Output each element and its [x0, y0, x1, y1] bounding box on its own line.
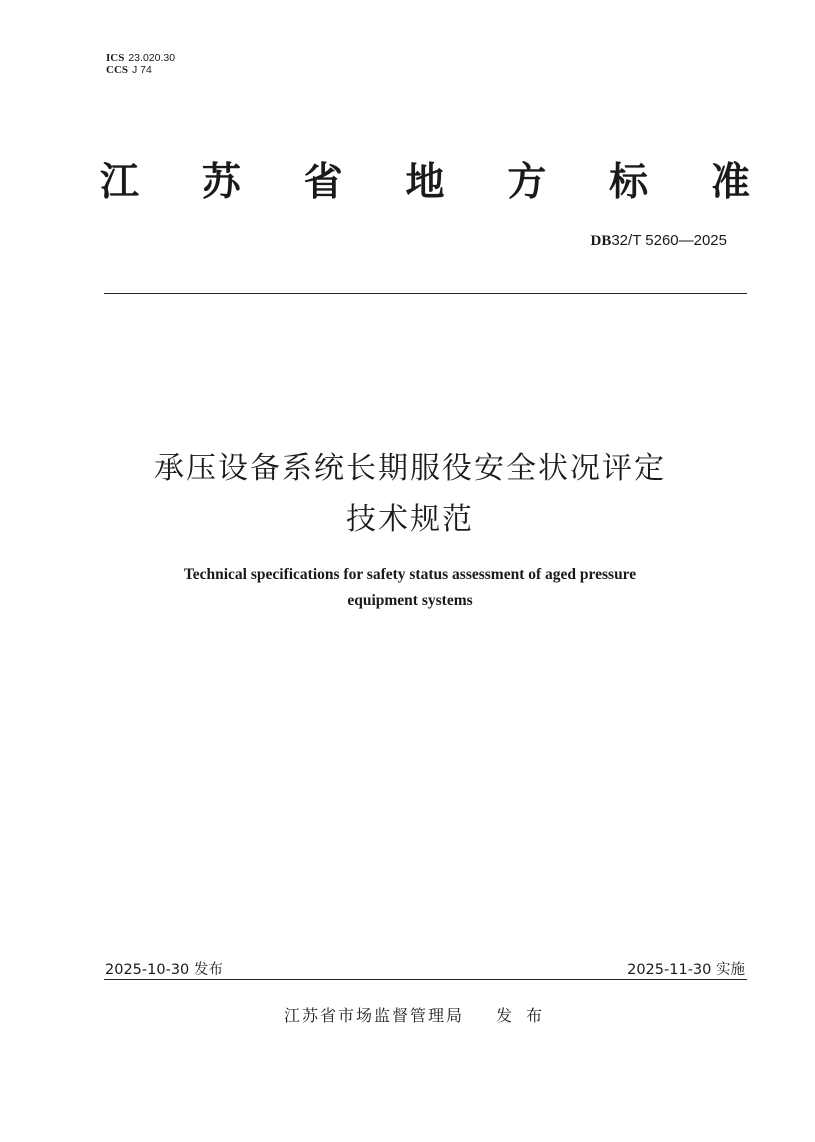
- issue-date: 2025-10-30 发布: [105, 962, 223, 978]
- ics-value: 23.020.30: [128, 52, 176, 64]
- ics-label: ICS: [106, 52, 125, 64]
- ccs-value: J 74: [132, 64, 152, 76]
- standard-number-code: 32/T 5260—2025: [611, 232, 727, 249]
- standard-type-char: 标: [609, 160, 649, 205]
- ics-code: [106, 52, 175, 64]
- standard-type-char: 江: [100, 160, 140, 205]
- bottom-divider: [104, 979, 747, 980]
- standard-type-char: 苏: [201, 160, 241, 205]
- standard-type-char: 方: [507, 160, 547, 205]
- standard-type-char: 地: [405, 160, 445, 205]
- ccs-label: CCS: [106, 64, 129, 76]
- standard-number: [591, 232, 728, 250]
- top-divider: [104, 293, 747, 294]
- standard-type-char: 准: [710, 160, 750, 205]
- classification-codes: [106, 52, 175, 76]
- chinese-title-line-1: 承压设备系统长期服役安全状况评定: [154, 451, 666, 486]
- issuer-name: 江苏省市场监督管理局: [284, 1006, 465, 1025]
- english-title-line-2: equipment systems: [347, 592, 473, 609]
- standard-type-heading: [100, 158, 750, 208]
- issuing-authority: [284, 1003, 556, 1026]
- standard-type-char: 省: [303, 160, 343, 205]
- standard-number-prefix: DB: [590, 233, 612, 249]
- implementation-date: 2025-11-30 实施: [627, 962, 745, 978]
- ccs-code: [106, 64, 175, 76]
- issuer-action: 发布: [496, 1006, 557, 1025]
- english-title-line-1: Technical specifications for safety status assessment of aged pressure: [183, 566, 637, 583]
- chinese-title-line-2: 技术规范: [346, 502, 474, 537]
